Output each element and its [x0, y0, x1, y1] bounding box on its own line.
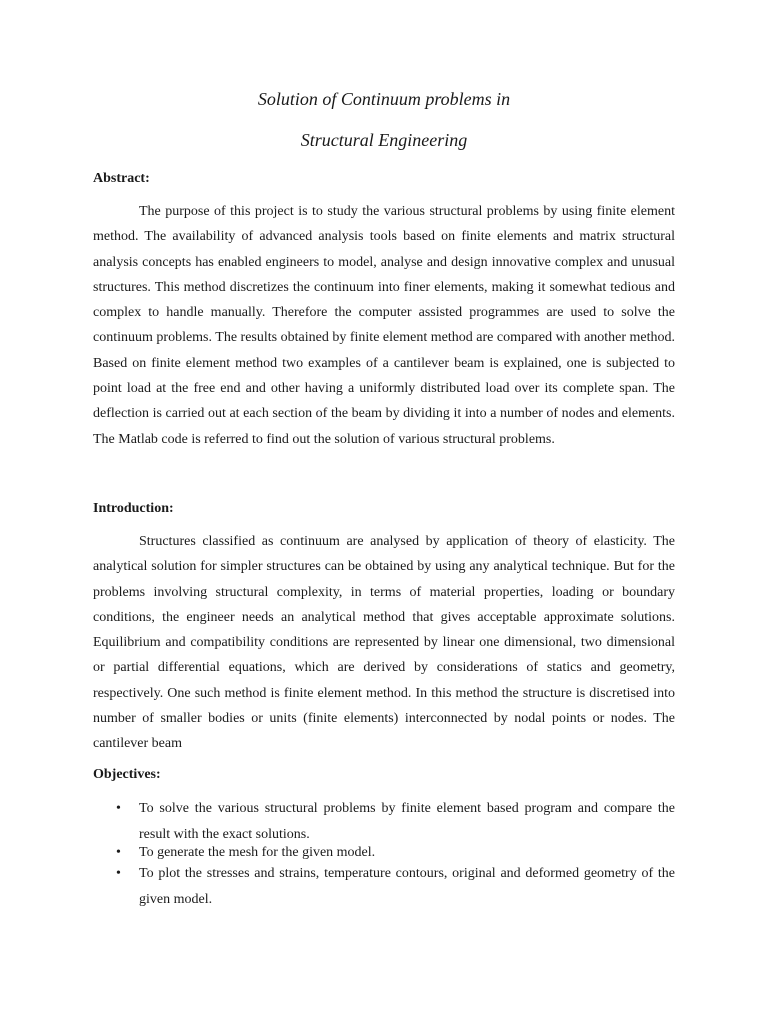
objective-text: To solve the various structural problems by finite element based program and compare the result with the exact solutions. [139, 801, 675, 842]
abstract-paragraph: The purpose of this project is to study the various structural problems by using finite element method. The availability of advanced analysis tools based on finite elements and matrix structural analysis concepts has enabled engineers to model, analyse and design innovative complex and unusual structures. This method discretizes the continuum into finer elements, making it somewhat tedious and complex to handle manually. Therefore the computer assisted programmes are used to solve the continuum problems. The results obtained by finite element method are compared with another method. Based on finite element method two examples of a cantilever beam is explained, one is subjected to point load at the free end and other having a uniformly distributed load over its complete span. The deflection is carried out at each section of the beam by dividing it into a number of nodes and elements. The Matlab code is referred to find out the solution of various structural problems. [93, 204, 675, 447]
abstract-heading: Abstract: [93, 171, 150, 186]
objectives-heading: Objectives: [93, 767, 161, 782]
objective-text: To plot the stresses and strains, temperature contours, original and deformed geometry of the given model. [139, 866, 675, 907]
introduction-heading: Introduction: [93, 501, 174, 516]
objective-item [93, 796, 675, 848]
bullet-icon: • [116, 801, 121, 816]
introduction-paragraph: Structures classified as continuum are analysed by application of theory of elasticity. The analytical solution for simpler structures can be obtained by using any analytical technique. But for the problems involving structural complexity, in terms of material properties, loading or boundary conditions, the engineer needs an analytical method that gives acceptable approximate solutions. Equilibrium and compatibility conditions are represented by linear one dimensional, two dimensional or partial differential equations, which are derived by considerations of statics and geometry, respectively. One such method is finite element method. In this method the structure is discretised into number of smaller bodies or units (finite elements) interconnected by nodal points or nodes. The cantilever beam [93, 534, 675, 752]
objectives-list [93, 796, 675, 913]
bullet-icon: • [116, 845, 121, 860]
document-title-line-1: Solution of Continuum problems in [257, 89, 511, 109]
bullet-icon: • [116, 866, 121, 881]
document-title-line-2: Structural Engineering [300, 130, 468, 150]
objective-text: To generate the mesh for the given model. [139, 845, 376, 860]
objective-item [93, 844, 675, 861]
objective-item [93, 861, 675, 913]
